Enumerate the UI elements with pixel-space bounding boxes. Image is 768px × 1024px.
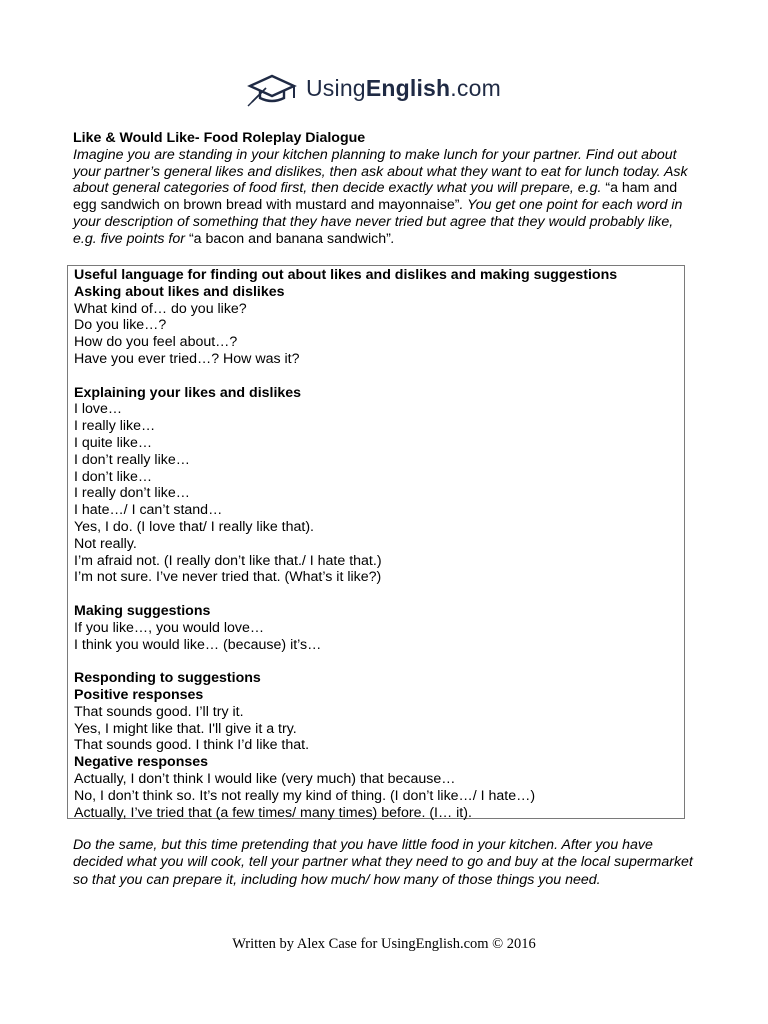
phrase-line: I quite like… — [74, 434, 153, 451]
logo-wordmark: UsingEnglish.com — [306, 74, 501, 101]
spacer — [74, 586, 684, 603]
phrase-line: I really don’t like… — [74, 485, 190, 502]
phrase-line: I love… — [74, 401, 123, 418]
subsection-title: Negative responses — [74, 754, 209, 771]
page-title: Like & Would Like- Food Roleplay Dialogue — [73, 130, 366, 146]
graduation-cap-icon — [246, 68, 300, 108]
phrase-line: Do you like…? — [74, 317, 167, 334]
footer-credit: Written by Alex Case for UsingEnglish.com © 2016 — [232, 936, 536, 952]
phrase-line: I’m not sure. I’ve never tried that. (What’s it like?) — [74, 569, 382, 586]
section-title: Responding to suggestions — [74, 670, 261, 687]
intro-section — [73, 130, 693, 248]
phrase-line: Yes, I do. (I love that/ I really like that). — [74, 518, 314, 535]
phrase-line: How do you feel about…? — [74, 334, 238, 351]
phrase-line: I really like… — [74, 418, 156, 435]
phrase-line: I don’t like… — [74, 468, 153, 485]
section-title: Asking about likes and dislikes — [74, 283, 285, 300]
box-heading: Useful language for finding out about likes and dislikes and making suggestions — [74, 267, 618, 283]
intro-paragraph: Imagine you are standing in your kitchen planning to make lunch for your partner. Find out about your partner’s general likes and dislikes, then ask about what they want to eat for lunch today. Ask about general categories of food first, then decide exactly what you will prepare, e.g. “a ham and egg sandwich on brown bread with mustard and mayonnaise”. You get one point for each word in your description of something that they have never tried but agree that they would probably like, e.g. five points for “a bacon and banana sandwich”. — [73, 146, 688, 247]
phrase-line: Yes, I might like that. I'll give it a try. — [74, 720, 297, 737]
phrase-line: Actually, I’ve tried that (a few times/ many times) before. (I… it). — [74, 804, 472, 821]
phrase-line: Have you ever tried…? How was it? — [74, 350, 300, 367]
phrase-line: Not really. — [74, 535, 137, 552]
phrase-line: I don’t really like… — [74, 451, 190, 468]
phrase-line: That sounds good. I think I’d like that. — [74, 737, 310, 754]
useful-language-box — [67, 265, 685, 819]
subsection-title: Positive responses — [74, 686, 204, 703]
spacer — [74, 368, 684, 385]
outro-paragraph: Do the same, but this time pretending that you have little food in your kitchen. After you have decided what you will cook, tell your partner what they need to go and buy at the local supermarket so that you can prepare it, including how much/ how many of those things you need. — [73, 837, 693, 888]
section-title: Explaining your likes and dislikes — [74, 384, 302, 401]
phrase-line: If you like…, you would love… — [74, 619, 265, 636]
phrase-line: What kind of… do you like? — [74, 300, 247, 317]
phrase-line: That sounds good. I’ll try it. — [74, 703, 244, 720]
phrase-line: No, I don’t think so. It’s not really my kind of thing. (I don’t like…/ I hate…) — [74, 787, 536, 804]
section-title: Making suggestions — [74, 602, 211, 619]
phrase-line: I’m afraid not. (I really don’t like that./ I hate that.) — [74, 552, 382, 569]
site-logo — [246, 68, 501, 108]
phrase-line: Actually, I don’t think I would like (very much) that because… — [74, 770, 456, 787]
phrase-line: I hate…/ I can’t stand… — [74, 502, 223, 519]
phrase-line: I think you would like… (because) it’s… — [74, 636, 322, 653]
spacer — [74, 653, 684, 670]
